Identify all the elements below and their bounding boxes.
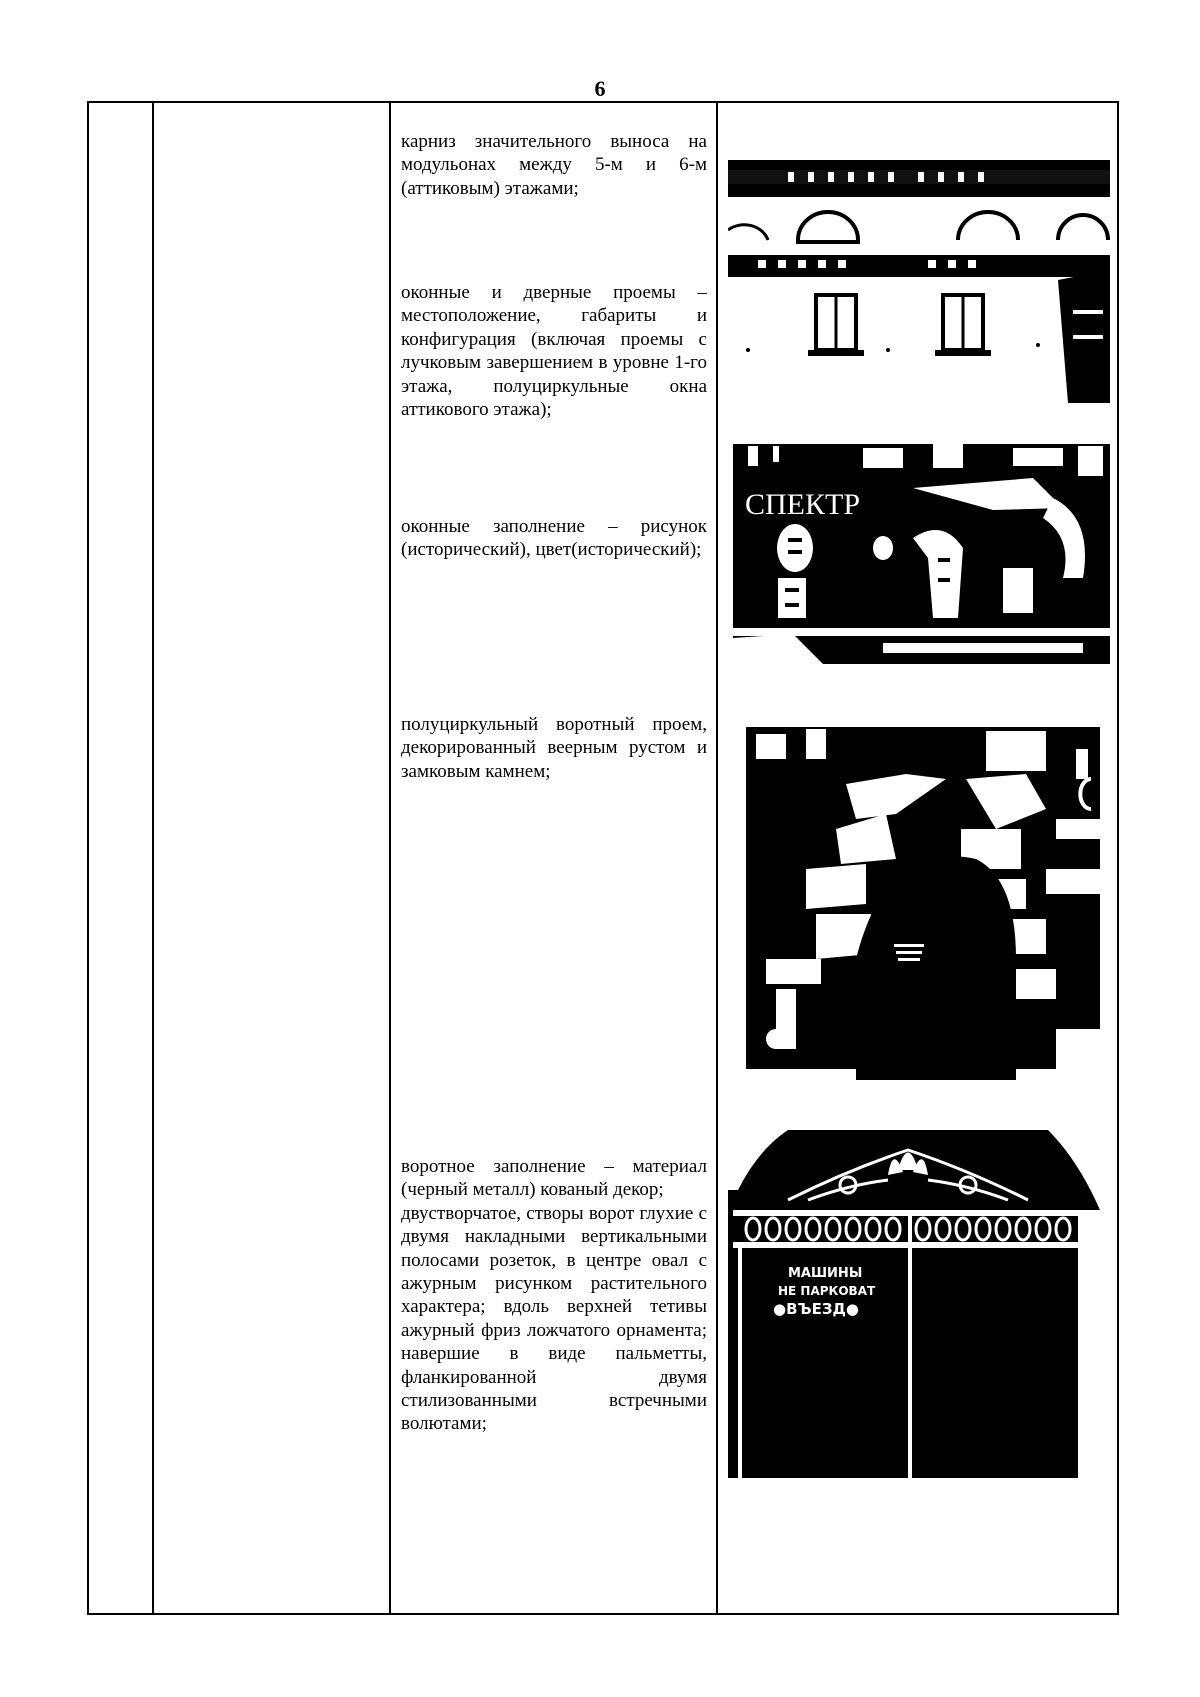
entry-window-fill <box>401 515 707 562</box>
gate-arch-illustration <box>746 719 1100 1080</box>
column-divider-1 <box>152 103 154 1613</box>
photo-storefront <box>733 438 1110 664</box>
entry-text: оконные и дверные проемы – местоположение, габариты и конфигурация (включая проемы с лучковым завершением в уровне 1-го этажа, полуциркульные окна аттикового этажа); <box>401 282 707 421</box>
page-number: 6 <box>594 76 606 101</box>
storefront-sign: СПЕКТР <box>745 488 861 521</box>
gate-sign-line1: МАШИНЫ <box>788 1266 863 1281</box>
entry-openings <box>401 281 707 421</box>
gate-sign-line3: ●ВЪЕЗД● <box>773 1300 859 1318</box>
column-divider-3 <box>716 103 718 1613</box>
iron-gate-illustration <box>728 1130 1100 1478</box>
gate-sign-line2: НЕ ПАРКОВАТ <box>778 1284 876 1298</box>
storefront-illustration <box>733 438 1110 664</box>
entry-gate-fill <box>401 1155 707 1436</box>
entry-text: двустворчатое, створы ворот глухие с двумя накладными вертикальными полосами розеток, в центре овал с ажурным рисунком растительного характера; вдоль верхней тетивы ажурный фриз ложчатого орнамента; навершие в виде пальметты, фланкированной двумя стилизованными встречными волютами; <box>401 1202 707 1435</box>
facade-illustration <box>728 160 1110 403</box>
entry-cornice <box>401 130 707 200</box>
photo-facade <box>728 160 1110 403</box>
entry-text: воротное заполнение – материал (черный металл) кованый декор; <box>401 1156 707 1201</box>
entry-text: полуциркульный воротный проем, декорированный веерным рустом и замковым камнем; <box>401 714 707 782</box>
column-divider-2 <box>389 103 391 1613</box>
entry-gate-opening <box>401 713 707 783</box>
entry-text: карниз значительного выноса на модульонах между 5-м и 6-м (аттиковым) этажами; <box>401 131 707 199</box>
entry-text: оконные заполнение – рисунок (исторический), цвет(исторический); <box>401 516 707 561</box>
photo-gate-arch <box>746 719 1100 1080</box>
photo-iron-gate <box>728 1130 1100 1478</box>
